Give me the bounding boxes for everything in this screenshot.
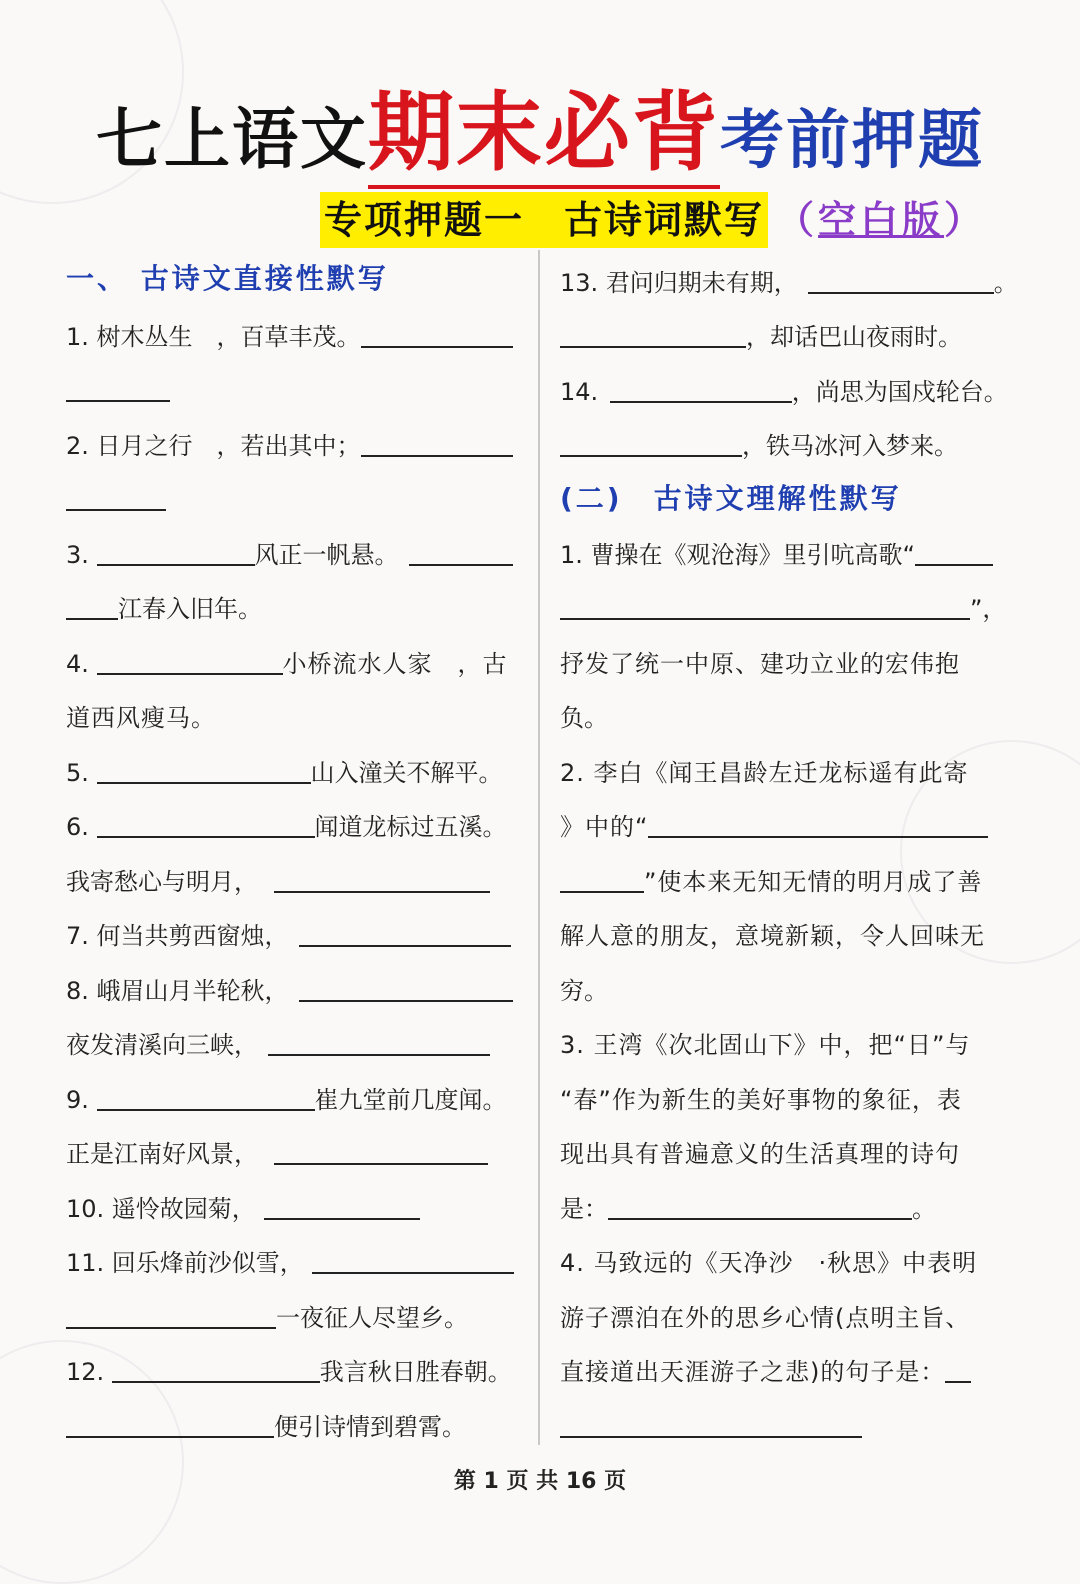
answer-blank[interactable] [97,528,255,566]
answer-blank[interactable] [264,1182,420,1220]
question-line: 14. ，尚思为国戍轮台。 [560,365,1008,419]
question-line: 便引诗情到碧霄。 [66,1400,466,1454]
title-part-1: 七上语文 [96,101,368,178]
answer-blank[interactable] [361,310,513,348]
answer-blank[interactable] [274,855,490,893]
question-line: ，铁马冰河入梦来。 [560,419,958,473]
answer-blank[interactable] [97,637,283,675]
question-line: ”， [560,582,1006,636]
answer-blank[interactable] [66,582,118,620]
question-line: 2. 李白《闻王昌龄左迁龙标遥有此寄 [560,759,969,787]
question-line: 6. 闻道龙标过五溪。 [66,800,507,854]
question-line: 4. 小桥流水人家 ，古 [66,637,508,691]
paren-open: （ [776,198,819,242]
paren-close: ） [944,198,987,242]
blank-version-label: 空白版 [818,198,945,242]
subtitle-variant [776,198,986,242]
answer-blank[interactable] [299,909,511,947]
question-line: 正是江南好风景， [66,1127,488,1181]
question-line: 穷。 [560,977,608,1005]
section-title-understanding: (二) 古诗文理解性默写 [560,482,902,515]
answer-blank[interactable] [560,1400,862,1438]
answer-blank[interactable] [361,419,513,457]
subtitle-highlight: 专项押题一 古诗词默写 [320,192,768,248]
answer-blank[interactable] [409,528,513,566]
question-line: 2. 日月之行 ，若出其中； [66,419,513,473]
question-line: 1. 树木丛生 ，百草丰茂。 [66,310,513,364]
question-line: 3. 风正一帆悬。 [66,528,513,582]
question-line: 负。 [560,704,608,732]
question-line: 10. 遥怜故园菊， [66,1182,420,1236]
question-line: 9. 崔九堂前几度闻。 [66,1073,507,1127]
answer-blank[interactable] [97,1073,315,1111]
title-part-2: 期末必背 [368,83,720,189]
question-line: 游子漂泊在外的思乡心情(点明主旨、 [560,1304,971,1332]
answer-blank[interactable] [560,855,644,893]
question-line [66,364,170,418]
answer-blank[interactable] [648,800,988,838]
section-title-direct: 一、 古诗文直接性默写 [66,262,389,295]
answer-blank[interactable] [97,800,315,838]
page-number-footer: 第 1 页 共 16 页 [453,1469,627,1494]
question-line: 13. 君问归期未有期， 。 [560,256,1018,310]
answer-blank[interactable] [66,364,170,402]
question-line [560,1400,862,1454]
answer-blank[interactable] [560,419,742,457]
subtitle [320,192,986,248]
answer-blank[interactable] [808,256,994,294]
column-divider [538,250,540,1445]
question-line: 抒发了统一中原、建功立业的宏伟抱 [560,650,960,678]
answer-blank[interactable] [560,310,746,348]
question-line: 》中的“ [560,800,988,854]
answer-blank[interactable] [945,1345,971,1383]
question-line: 11. 回乐烽前沙似雪， [66,1236,514,1290]
answer-blank[interactable] [299,964,513,1002]
answer-blank[interactable] [312,1236,514,1274]
answer-blank[interactable] [97,746,311,784]
question-line: 12. 我言秋日胜春朝。 [66,1345,512,1399]
question-line: 一夜征人尽望乡。 [66,1291,468,1345]
question-line: 夜发清溪向三峡， [66,1018,490,1072]
question-line: 现出具有普遍意义的生活真理的诗句 [560,1140,960,1168]
question-line: 直接道出天涯游子之悲)的句子是： [560,1345,971,1399]
answer-blank[interactable] [915,528,993,566]
title-part-3: 考前押题 [720,104,984,178]
question-line: 是： 。 [560,1182,936,1236]
question-line: “春”作为新生的美好事物的象征，表 [560,1086,962,1114]
answer-blank[interactable] [66,1400,274,1438]
question-line: 我寄愁心与明月， [66,855,490,909]
answer-blank[interactable] [66,1291,276,1329]
question-line: 7. 何当共剪西窗烛， [66,909,511,963]
question-line: 1. 曹操在《观沧海》里引吭高歌“ [560,528,993,582]
question-line: 道西风瘦马。 [66,704,216,732]
answer-blank[interactable] [610,365,792,403]
page-title [0,78,1080,188]
answer-blank[interactable] [66,473,166,511]
question-line: 江春入旧年。 [66,582,262,636]
question-line: ”使本来无知无情的明月成了善 [560,855,982,909]
question-line: 3. 王湾《次北固山下》中，把“日”与 [560,1031,971,1059]
question-line: 解人意的朋友，意境新颖，令人回味无 [560,922,985,950]
question-line: 5. 山入潼关不解平。 [66,746,503,800]
answer-blank[interactable] [112,1345,320,1383]
answer-blank[interactable] [274,1127,488,1165]
answer-blank[interactable] [608,1182,912,1220]
question-line: 8. 峨眉山月半轮秋， [66,964,513,1018]
question-line: 4. 马致远的《天净沙 ·秋思》中表明 [560,1249,978,1277]
question-line [66,473,166,527]
answer-blank[interactable] [560,582,970,620]
answer-blank[interactable] [268,1018,490,1056]
question-line: ，却话巴山夜雨时。 [560,310,962,364]
